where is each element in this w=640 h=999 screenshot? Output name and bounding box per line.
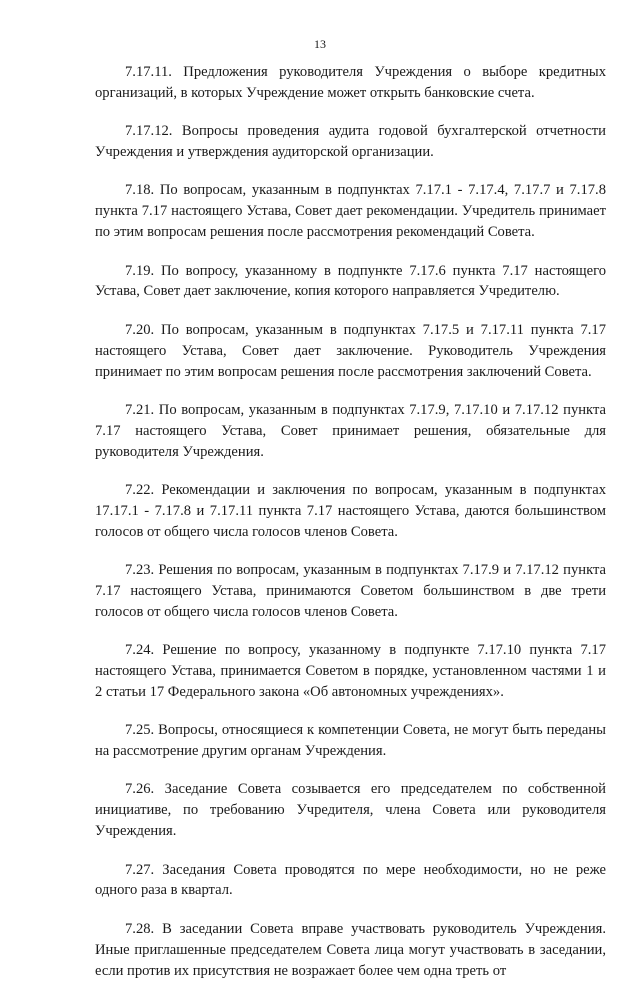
- paragraph-7-17-12: 7.17.12. Вопросы проведения аудита годовой бухгалтерской отчетности Учреждения и утверждения аудиторской организации.: [95, 123, 606, 161]
- document-body: [95, 62, 606, 999]
- paragraph-7-25: 7.25. Вопросы, относящиеся к компетенции Совета, не могут быть переданы на рассмотрение другим органам Учреждения.: [95, 722, 606, 760]
- paragraph-7-22: 7.22. Рекомендации и заключения по вопросам, указанным в подпунктах 17.17.1 - 7.17.8 и 7.17.11 пункта 7.17 настоящего Устава, даются большинством голосов от общего числа голосов членов Совета.: [95, 481, 606, 540]
- paragraph-7-24: 7.24. Решение по вопросу, указанному в подпункте 7.17.10 пункта 7.17 настоящего Устава, принимается Советом в порядке, установленном частями 1 и 2 статьи 17 Федерального закона «Об автономных учреждениях».: [95, 642, 606, 700]
- paragraph-7-18: 7.18. По вопросам, указанным в подпунктах 7.17.1 - 7.17.4, 7.17.7 и 7.17.8 пункта 7.17 настоящего Устава, Совет дает рекомендации. Учредитель принимает по этим вопросам решения после рассмотрения рекомендаций Совета.: [95, 182, 606, 241]
- paragraph-7-23: 7.23. Решения по вопросам, указанным в подпунктах 7.17.9 и 7.17.12 пункта 7.17 настоящего Устава, принимаются Советом большинством в две трети голосов от общего числа голосов членов Совета.: [95, 562, 606, 620]
- paragraph-7-20: 7.20. По вопросам, указанным в подпунктах 7.17.5 и 7.17.11 пункта 7.17 настоящего Устава, Совет дает заключение. Руководитель Учреждения принимает по этим вопросам решения после рассмотрения заключений Совета.: [95, 321, 606, 380]
- paragraph-7-26: 7.26. Заседание Совета созывается его председателем по собственной инициативе, по требованию Учредителя, члена Совета или руководителя Учреждения.: [95, 781, 606, 840]
- paragraph-7-19: 7.19. По вопросу, указанному в подпункте 7.17.6 пункта 7.17 настоящего Устава, Совет дает заключение, копия которого направляется Учредителю.: [95, 262, 606, 300]
- page-number: 13: [314, 37, 326, 51]
- paragraph-7-27: 7.27. Заседания Совета проводятся по мере необходимости, но не реже одного раза в квартал.: [95, 861, 606, 899]
- paragraph-7-28: 7.28. В заседании Совета вправе участвовать руководитель Учреждения. Иные приглашенные председателем Совета лица могут участвовать в заседании, если против их присутствия не возражает более чем одна треть от: [95, 920, 606, 979]
- paragraph-7-17-11: 7.17.11. Предложения руководителя Учреждения о выборе кредитных организаций, в которых Учреждение может открыть банковские счета.: [95, 64, 606, 101]
- paragraph-7-21: 7.21. По вопросам, указанным в подпунктах 7.17.9, 7.17.10 и 7.17.12 пункта 7.17 настоящего Устава, Совет принимает решения, обязательные для руководителя Учреждения.: [95, 401, 606, 460]
